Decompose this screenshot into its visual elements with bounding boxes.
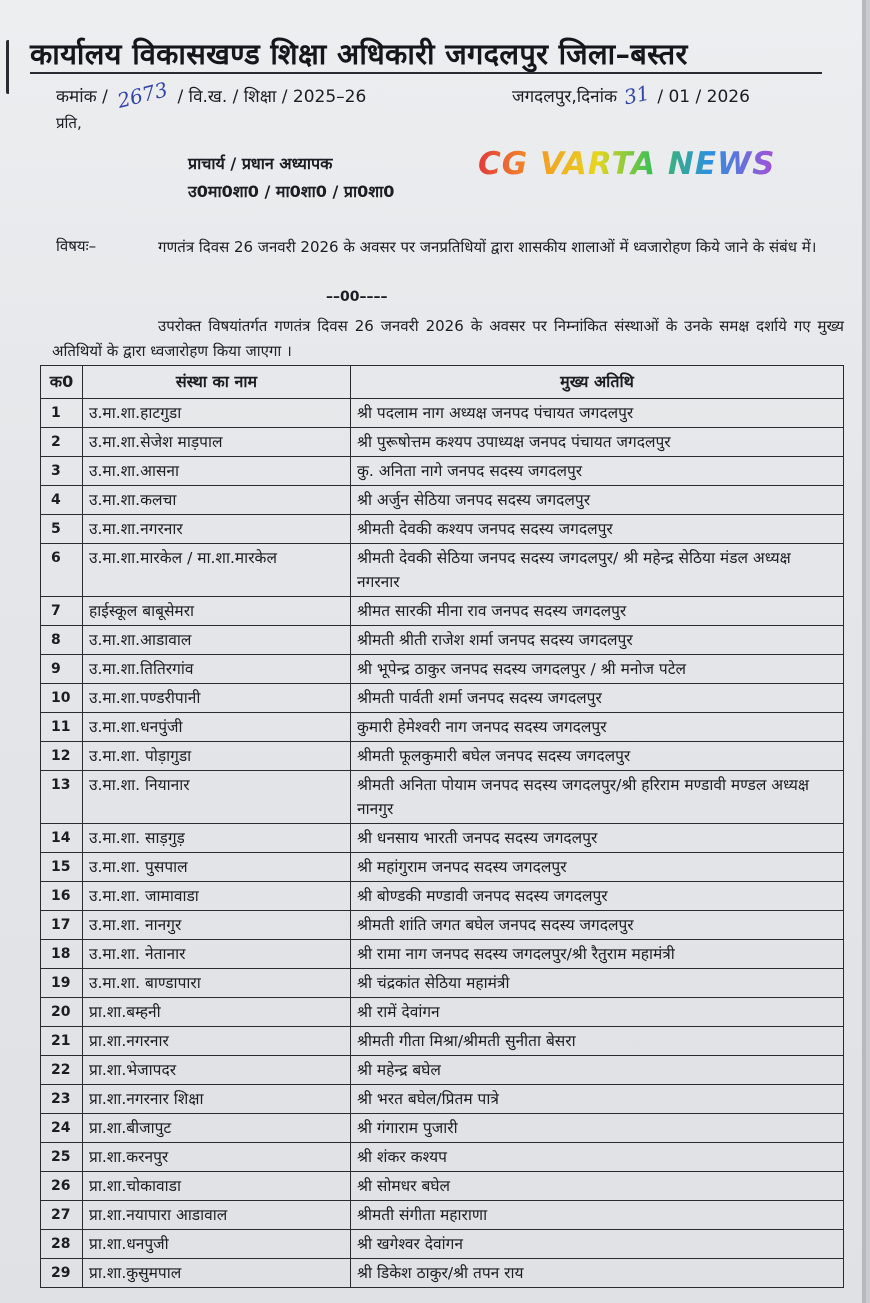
header-institution: संस्था का नाम [83,366,351,399]
table-row [41,742,844,771]
cell-serial: 14 [41,824,83,853]
cell-serial: 2 [41,428,83,457]
cell-guest: श्रीमती देवकी सेठिया जनपद सदस्य जगदलपुर/ श्री महेन्द्र सेठिया मंडल अध्यक्ष नगरनार [351,544,844,597]
cell-institution: उ.मा.शा.सेजेश माड़पाल [83,428,351,457]
cell-guest: श्री पदलाम नाग अध्यक्ष जनपद पंचायत जगदलपुर [351,399,844,428]
table-row [41,713,844,742]
cell-serial: 18 [41,940,83,969]
cell-guest: श्री भरत बघेल/प्रितम पात्रे [351,1085,844,1114]
table-row [41,1201,844,1230]
cell-serial: 24 [41,1114,83,1143]
table-row [41,1143,844,1172]
cell-serial: 4 [41,486,83,515]
cell-guest: कुमारी हेमेश्वरी नाग जनपद सदस्य जगदलपुर [351,713,844,742]
cell-guest: श्रीमती शांति जगत बघेल जनपद सदस्य जगदलपुर [351,911,844,940]
news-watermark: CG VARTA NEWS [478,146,776,182]
header-serial: क0 [41,366,83,399]
cell-guest: श्री रामा नाग जनपद सदस्य जगदलपुर/श्री रैतुराम महामंत्री [351,940,844,969]
cell-serial: 10 [41,684,83,713]
cell-institution: प्रा.शा.धनपुजी [83,1230,351,1259]
cell-guest: श्री डिकेश ठाकुर/श्री तपन राय [351,1259,844,1288]
margin-mark [6,40,10,94]
header-guest: मुख्य अतिथि [351,366,844,399]
table-row [41,771,844,824]
separator: ––00–––– [326,289,388,305]
table-row [41,399,844,428]
table-row [41,940,844,969]
cell-guest: श्री खगेश्वर देवांगन [351,1230,844,1259]
cell-serial: 17 [41,911,83,940]
ref-prefix: कमांक [56,87,97,107]
heading-underline [30,72,822,74]
cell-institution: उ.मा.शा. बाण्डापारा [83,969,351,998]
cell-guest: श्री सोमधर बघेल [351,1172,844,1201]
table-row [41,626,844,655]
date-line [512,80,750,110]
cell-institution: हाईस्कूल बाबूसेमरा [83,597,351,626]
table-row [41,597,844,626]
cell-guest: श्रीमती अनिता पोयाम जनपद सदस्य जगदलपुर/श्री हरिराम मण्डावी मण्डल अध्यक्ष नानगुर [351,771,844,824]
cell-institution: प्रा.शा.भेजापदर [83,1056,351,1085]
table-row [41,684,844,713]
cell-serial: 9 [41,655,83,684]
cell-serial: 8 [41,626,83,655]
cell-guest: श्रीमती पार्वती शर्मा जनपद सदस्य जगदलपुर [351,684,844,713]
cell-serial: 27 [41,1201,83,1230]
table-row [41,486,844,515]
cell-guest: श्री शंकर कश्यप [351,1143,844,1172]
cell-serial: 29 [41,1259,83,1288]
cell-guest: श्री भूपेन्द्र ठाकुर जनपद सदस्य जगदलपुर / श्री मनोज पटेल [351,655,844,684]
cell-guest: श्री महेन्द्र बघेल [351,1056,844,1085]
table-row [41,969,844,998]
cell-institution: प्रा.शा.कुसुमपाल [83,1259,351,1288]
date-prefix: जगदलपुर,दिनांक [512,87,618,107]
cell-guest: श्रीमती श्रीती राजेश शर्मा जनपद सदस्य जगदलपुर [351,626,844,655]
cell-institution: प्रा.शा.नयापारा आडावाल [83,1201,351,1230]
cell-institution: उ.मा.शा. साड़गुड़ [83,824,351,853]
cell-guest: श्री महांगुराम जनपद सदस्य जगदलपुर [351,853,844,882]
addressee-line-2: उ0मा0शा0 / मा0शा0 / प्रा0शा0 [188,182,395,201]
table-header-row [41,366,844,399]
cell-institution: प्रा.शा.चोकावाडा [83,1172,351,1201]
table-row [41,544,844,597]
table-row [41,1085,844,1114]
cell-serial: 13 [41,771,83,824]
cell-institution: उ.मा.शा. नेतानार [83,940,351,969]
cell-serial: 1 [41,399,83,428]
cell-institution: उ.मा.शा.नगरनार [83,515,351,544]
table-row [41,1114,844,1143]
cell-institution: उ.मा.शा.आसना [83,457,351,486]
cell-institution: उ.मा.शा.कलचा [83,486,351,515]
table-row [41,998,844,1027]
cell-serial: 25 [41,1143,83,1172]
cell-guest: श्री रामें देवांगन [351,998,844,1027]
cell-guest: कु. अनिता नागे जनपद सदस्य जगदलपुर [351,457,844,486]
cell-institution: उ.मा.शा. पोड़ागुडा [83,742,351,771]
cell-serial: 16 [41,882,83,911]
prati-label: प्रति, [56,114,82,132]
addressee-block [188,150,394,206]
cell-institution: उ.मा.शा. नियानार [83,771,351,824]
cell-institution: प्रा.शा.नगरनार [83,1027,351,1056]
reference-line: कमांक / 2673 / वि.ख. / शिक्षा / 2025–26 [56,77,367,113]
table-row [41,853,844,882]
table-row [41,1056,844,1085]
cell-serial: 23 [41,1085,83,1114]
cell-institution: उ.मा.शा.धनपुंजी [83,713,351,742]
cell-institution: उ.मा.शा.मारकेल / मा.शा.मारकेल [83,544,351,597]
cell-guest: श्रीमती गीता मिश्रा/श्रीमती सुनीता बेसरा [351,1027,844,1056]
cell-serial: 22 [41,1056,83,1085]
cell-guest: श्री गंगाराम पुजारी [351,1114,844,1143]
cell-institution: प्रा.शा.नगरनार शिक्षा [83,1085,351,1114]
cell-serial: 21 [41,1027,83,1056]
table-row [41,457,844,486]
table-row [41,824,844,853]
cell-guest: श्री बोण्डकी मण्डावी जनपद सदस्य जगदलपुर [351,882,844,911]
cell-serial: 11 [41,713,83,742]
table-row [41,1172,844,1201]
intro-paragraph: उपरोक्त विषयांतर्गत गणतंत्र दिवस 26 जनवरी 2026 के अवसर पर निम्नांकित संस्थाओं के उनके समक्ष दर्शाये गए मुख्य अतिथियों के द्वारा ध्वजारोहण किया जाएगा । [52,317,844,360]
cell-guest: श्री पुरूषोत्तम कश्यप उपाध्यक्ष जनपद पंचायत जगदलपुर [351,428,844,457]
cell-guest: श्रीमती फूलकुमारी बघेल जनपद सदस्य जगदलपुर [351,742,844,771]
cell-serial: 15 [41,853,83,882]
cell-serial: 20 [41,998,83,1027]
ref-number-handwritten: 2673 [115,77,171,113]
cell-guest: श्रीमती देवकी कश्यप जनपद सदस्य जगदलपुर [351,515,844,544]
cell-institution: उ.मा.शा.आडावाल [83,626,351,655]
table-row [41,1259,844,1288]
subject-text: गणतंत्र दिवस 26 जनवरी 2026 के अवसर पर जनप्रतिधियों द्वारा शासकीय शालाओं में ध्वजारोहण किये जाने के संबंध में। [158,238,817,256]
table-row [41,882,844,911]
table-row [41,911,844,940]
cell-serial: 7 [41,597,83,626]
cell-serial: 3 [41,457,83,486]
subject-label: विषयः– [56,237,97,255]
cell-serial: 28 [41,1230,83,1259]
addressee-line-1: प्राचार्य / प्रधान अध्यापक [188,154,333,173]
cell-institution: उ.मा.शा. पुसपाल [83,853,351,882]
cell-serial: 19 [41,969,83,998]
table-row [41,655,844,684]
cell-guest: श्री अर्जुन सेठिया जनपद सदस्य जगदलपुर [351,486,844,515]
cell-guest: श्रीमती संगीता महाराणा [351,1201,844,1230]
cell-guest: श्री चंद्रकांत सेठिया महामंत्री [351,969,844,998]
cell-guest: श्रीमत सारकी मीना राव जनपद सदस्य जगदलपुर [351,597,844,626]
cell-institution: उ.मा.शा.हाटगुडा [83,399,351,428]
cell-serial: 26 [41,1172,83,1201]
office-heading: कार्यालय विकासखण्ड शिक्षा अधिकारी जगदलपुर जिला–बस्तर [30,37,688,71]
cell-guest: श्री धनसाय भारती जनपद सदस्य जगदलपुर [351,824,844,853]
cell-serial: 12 [41,742,83,771]
table-row [41,515,844,544]
cell-institution: प्रा.शा.करनपुर [83,1143,351,1172]
cell-institution: उ.मा.शा. नानगुर [83,911,351,940]
cell-institution: प्रा.शा.बीजापुट [83,1114,351,1143]
cell-serial: 5 [41,515,83,544]
cell-institution: उ.मा.शा.तितिरगांव [83,655,351,684]
allotment-table [40,365,844,1288]
ref-suffix: / वि.ख. / शिक्षा / 2025–26 [177,87,367,107]
cell-serial: 6 [41,544,83,597]
table-row [41,1230,844,1259]
table-body [41,399,844,1288]
table-row [41,1027,844,1056]
table-row [41,428,844,457]
cell-institution: प्रा.शा.बम्हनी [83,998,351,1027]
date-day-handwritten: 31 [622,80,653,110]
date-rest: / 01 / 2026 [657,87,750,107]
cell-institution: उ.मा.शा.पण्डरीपानी [83,684,351,713]
cell-institution: उ.मा.शा. जामावाडा [83,882,351,911]
